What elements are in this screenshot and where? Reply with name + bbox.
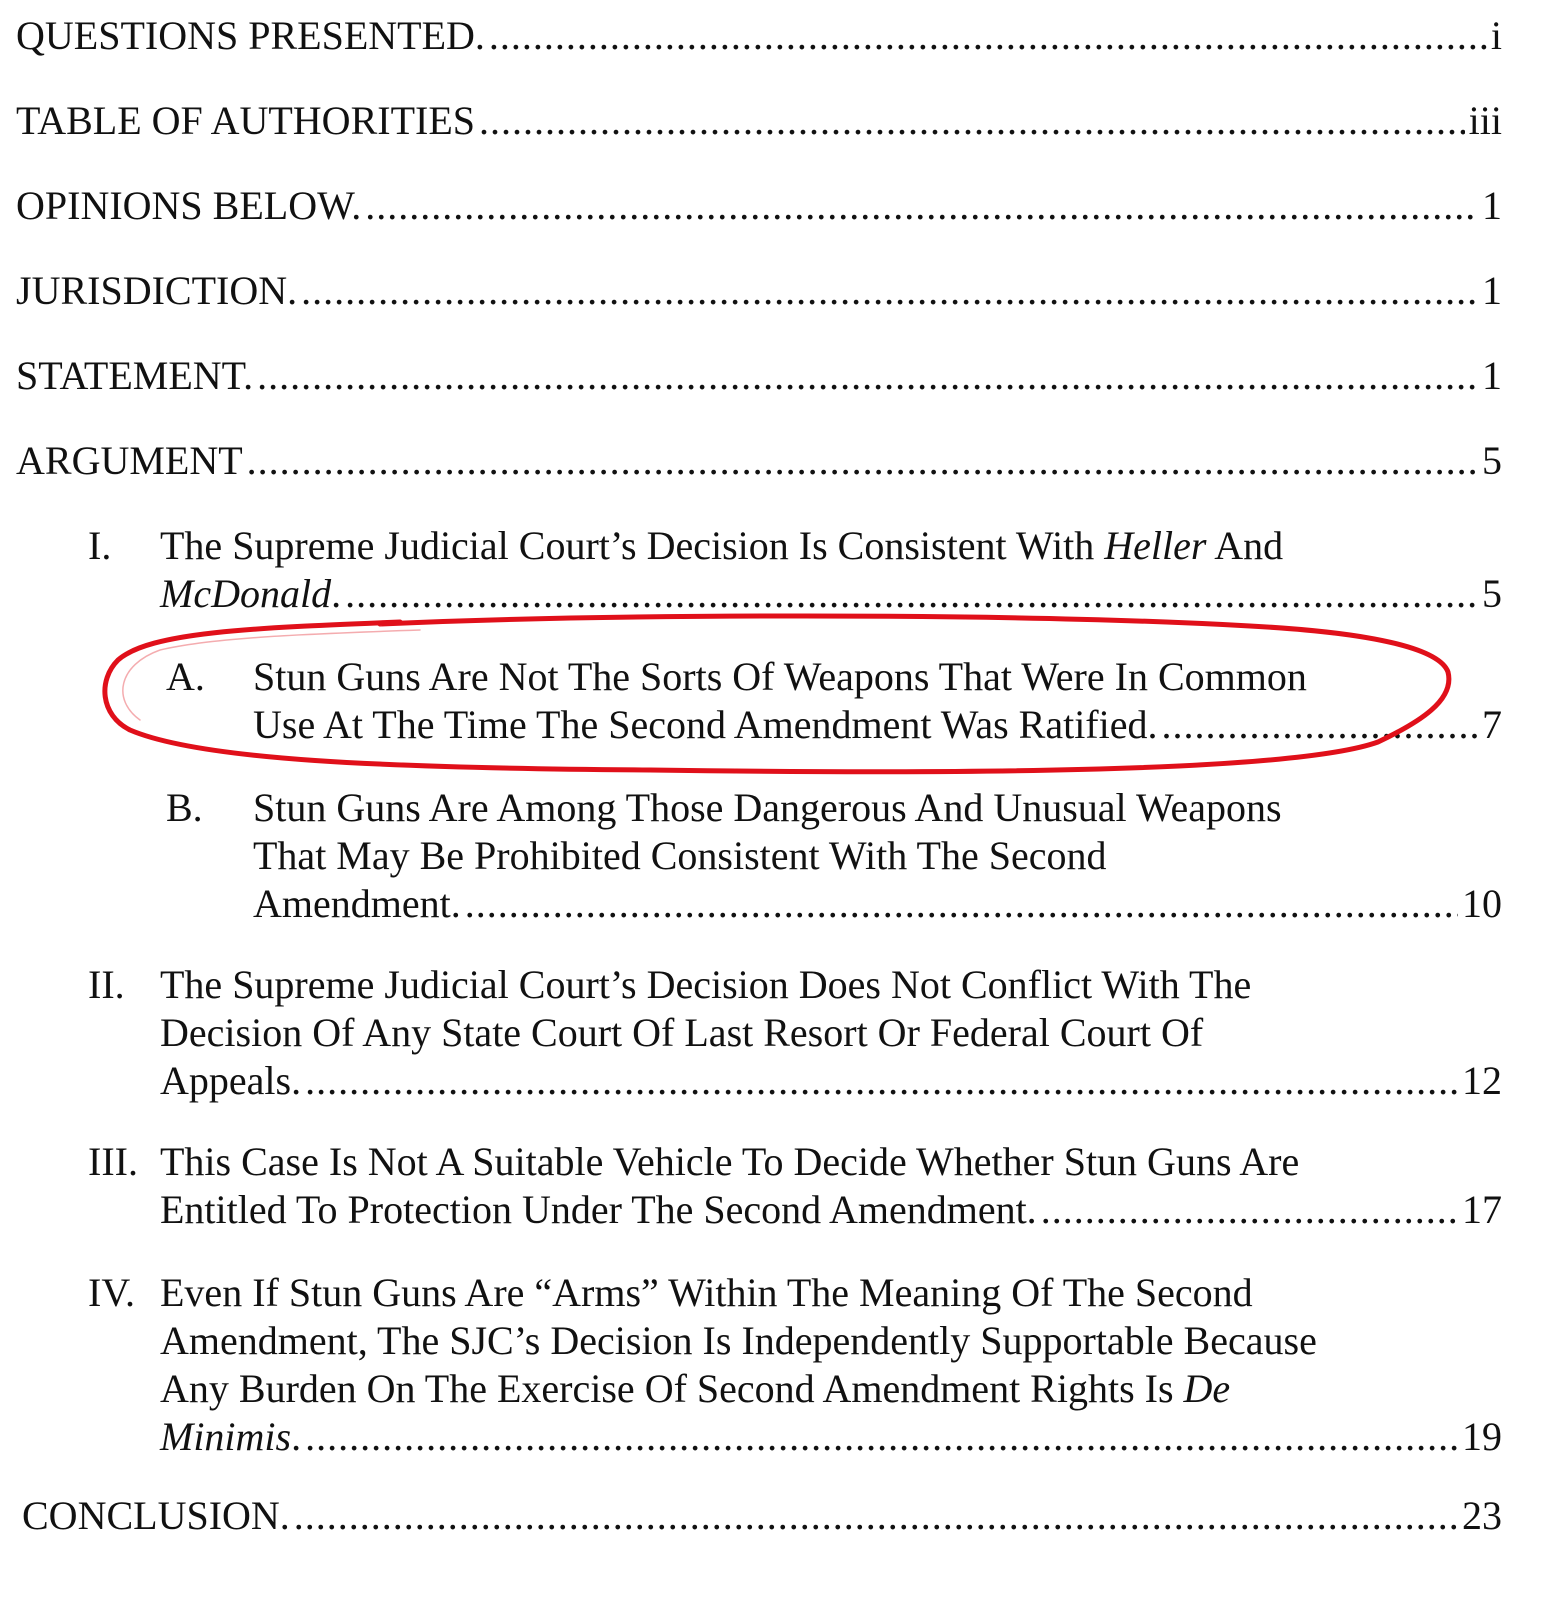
toc-entry-text: Amendment, The SJC’s Decision Is Independently Supportable Because — [160, 1318, 1317, 1363]
toc-entry-section-iii — [160, 1138, 1502, 1234]
toc-page-number: 7 — [1482, 702, 1502, 747]
toc-entry-argument — [16, 437, 1502, 485]
toc-entry-title: STATEMENT. — [16, 353, 254, 398]
toc-page-number: iii — [1468, 98, 1502, 143]
toc-entry-title: OPINIONS BELOW. — [16, 183, 362, 228]
section-number-iii: III. — [88, 1139, 138, 1184]
dot-leader — [489, 12, 1487, 60]
toc-entry-text: Stun Guns Are Among Those Dangerous And Unusual Weapons — [253, 785, 1282, 830]
dot-leader — [294, 1492, 1458, 1540]
toc-entry-text: Even If Stun Guns Are “Arms” Within The Meaning Of The Second — [160, 1270, 1253, 1315]
toc-page-number: 10 — [1462, 881, 1502, 926]
toc-entry-title: JURISDICTION. — [16, 268, 298, 313]
toc-entry-section-ii — [160, 961, 1502, 1105]
latin-phrase: Minimis — [160, 1414, 292, 1459]
toc-entry-text: Use At The Time The Second Amendment Was Ratified. — [253, 702, 1158, 747]
toc-entry-title: ARGUMENT — [16, 438, 243, 483]
dot-leader — [305, 1057, 1458, 1105]
toc-entry-title: CONCLUSION. — [22, 1493, 290, 1538]
toc-entry-subsection-b — [253, 784, 1502, 928]
dot-leader — [465, 880, 1458, 928]
toc-entry-table-of-authorities — [16, 97, 1502, 145]
dot-leader — [365, 182, 1478, 230]
section-number-iv: IV. — [88, 1270, 136, 1315]
toc-entry-text: The Supreme Judicial Court’s Decision Does Not Conflict With The — [160, 962, 1252, 1007]
toc-entry-text: Stun Guns Are Not The Sorts Of Weapons That Were In Common — [253, 654, 1307, 699]
toc-entry-text: Decision Of Any State Court Of Last Resort Or Federal Court Of — [160, 1010, 1204, 1055]
subsection-letter-a: A. — [166, 654, 205, 699]
toc-entry-section-iv — [160, 1269, 1502, 1461]
dot-leader — [1041, 1186, 1458, 1234]
dot-leader — [1162, 701, 1479, 749]
dot-leader — [479, 97, 1465, 145]
toc-entry-text: Entitled To Protection Under The Second Amendment. — [160, 1187, 1037, 1232]
toc-page-number: 12 — [1462, 1058, 1502, 1103]
toc-page-number: i — [1490, 13, 1502, 58]
dot-leader — [301, 267, 1478, 315]
toc-entry-questions-presented — [16, 12, 1502, 60]
toc-entry-section-i — [160, 522, 1502, 618]
toc-page-number: 1 — [1482, 353, 1502, 398]
toc-entry-text: That May Be Prohibited Consistent With The Second — [253, 833, 1107, 878]
subsection-letter-b: B. — [166, 785, 203, 830]
case-name-mcdonald: McDonald — [160, 571, 332, 616]
toc-entry-subsection-a — [253, 653, 1502, 749]
dot-leader — [305, 1413, 1458, 1461]
toc-page-number: 19 — [1462, 1414, 1502, 1459]
toc-page-number: 23 — [1462, 1493, 1502, 1538]
toc-entry-text: . — [331, 571, 342, 616]
toc-entry-text: The Supreme Judicial Court’s Decision Is Consistent With — [160, 523, 1105, 568]
toc-page-number: 5 — [1482, 571, 1502, 616]
toc-entry-jurisdiction — [16, 267, 1502, 315]
toc-entry-text: Amendment. — [253, 881, 461, 926]
dot-leader — [345, 570, 1478, 618]
case-name-heller: Heller — [1104, 523, 1207, 568]
section-number-ii: II. — [88, 962, 125, 1007]
toc-entry-text: And — [1206, 523, 1284, 568]
toc-entry-title: QUESTIONS PRESENTED. — [16, 13, 485, 58]
dot-leader — [247, 437, 1478, 485]
toc-entry-text: . — [291, 1414, 302, 1459]
toc-entry-opinions-below — [16, 182, 1502, 230]
toc-page-number: 17 — [1462, 1187, 1502, 1232]
toc-page-number: 5 — [1482, 438, 1502, 483]
section-number-i: I. — [88, 523, 112, 568]
toc-entry-statement — [16, 352, 1502, 400]
toc-page-number: 1 — [1482, 183, 1502, 228]
toc-entry-text: This Case Is Not A Suitable Vehicle To Decide Whether Stun Guns Are — [160, 1139, 1300, 1184]
toc-entry-title: TABLE OF AUTHORITIES — [16, 98, 476, 143]
latin-phrase: De — [1183, 1366, 1231, 1411]
dot-leader — [257, 352, 1478, 400]
toc-page-number: 1 — [1482, 268, 1502, 313]
toc-entry-text: Appeals. — [160, 1058, 302, 1103]
toc-entry-conclusion — [22, 1492, 1502, 1540]
toc-entry-text: Any Burden On The Exercise Of Second Amendment Rights Is — [160, 1366, 1184, 1411]
